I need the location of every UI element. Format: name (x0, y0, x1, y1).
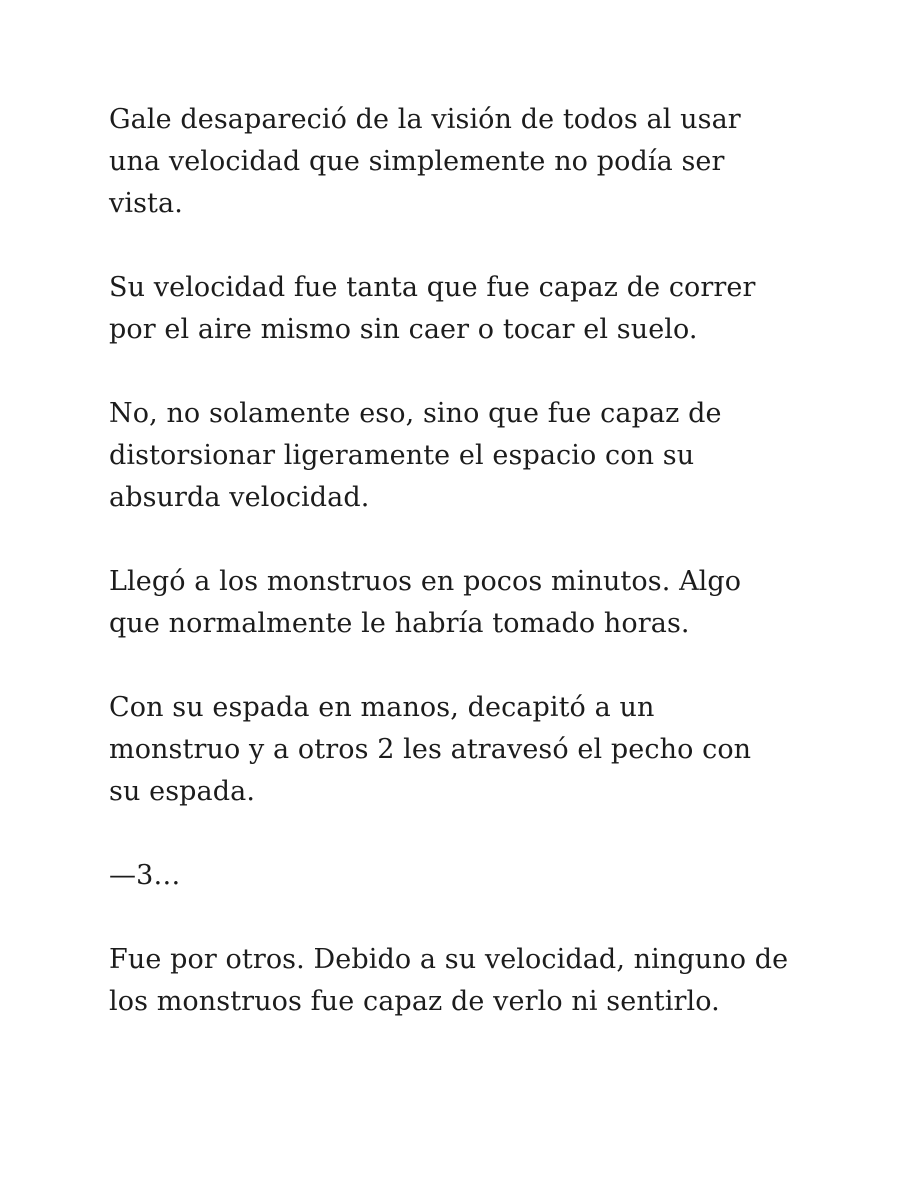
paragraph-6: —3… (109, 860, 181, 891)
paragraph-5: Con su espada en manos, decapitó a un monstruo y a otros 2 les atravesó el pecho con su espada. (109, 692, 752, 807)
story-text (109, 99, 789, 1023)
paragraph-1: Gale desapareció de la visión de todos al usar una velocidad que simplemente no podía ser vista. (109, 104, 741, 219)
paragraph-4: Llegó a los monstruos en pocos minutos. Algo que normalmente le habría tomado horas. (109, 566, 742, 639)
paragraph-7: Fue por otros. Debido a su velocidad, ninguno de los monstruos fue capaz de verlo ni sentirlo. (109, 944, 789, 1017)
paragraph-2: Su velocidad fue tanta que fue capaz de correr por el aire mismo sin caer o tocar el suelo. (109, 272, 756, 345)
paragraph-3: No, no solamente eso, sino que fue capaz de distorsionar ligeramente el espacio con su absurda velocidad. (109, 398, 722, 513)
